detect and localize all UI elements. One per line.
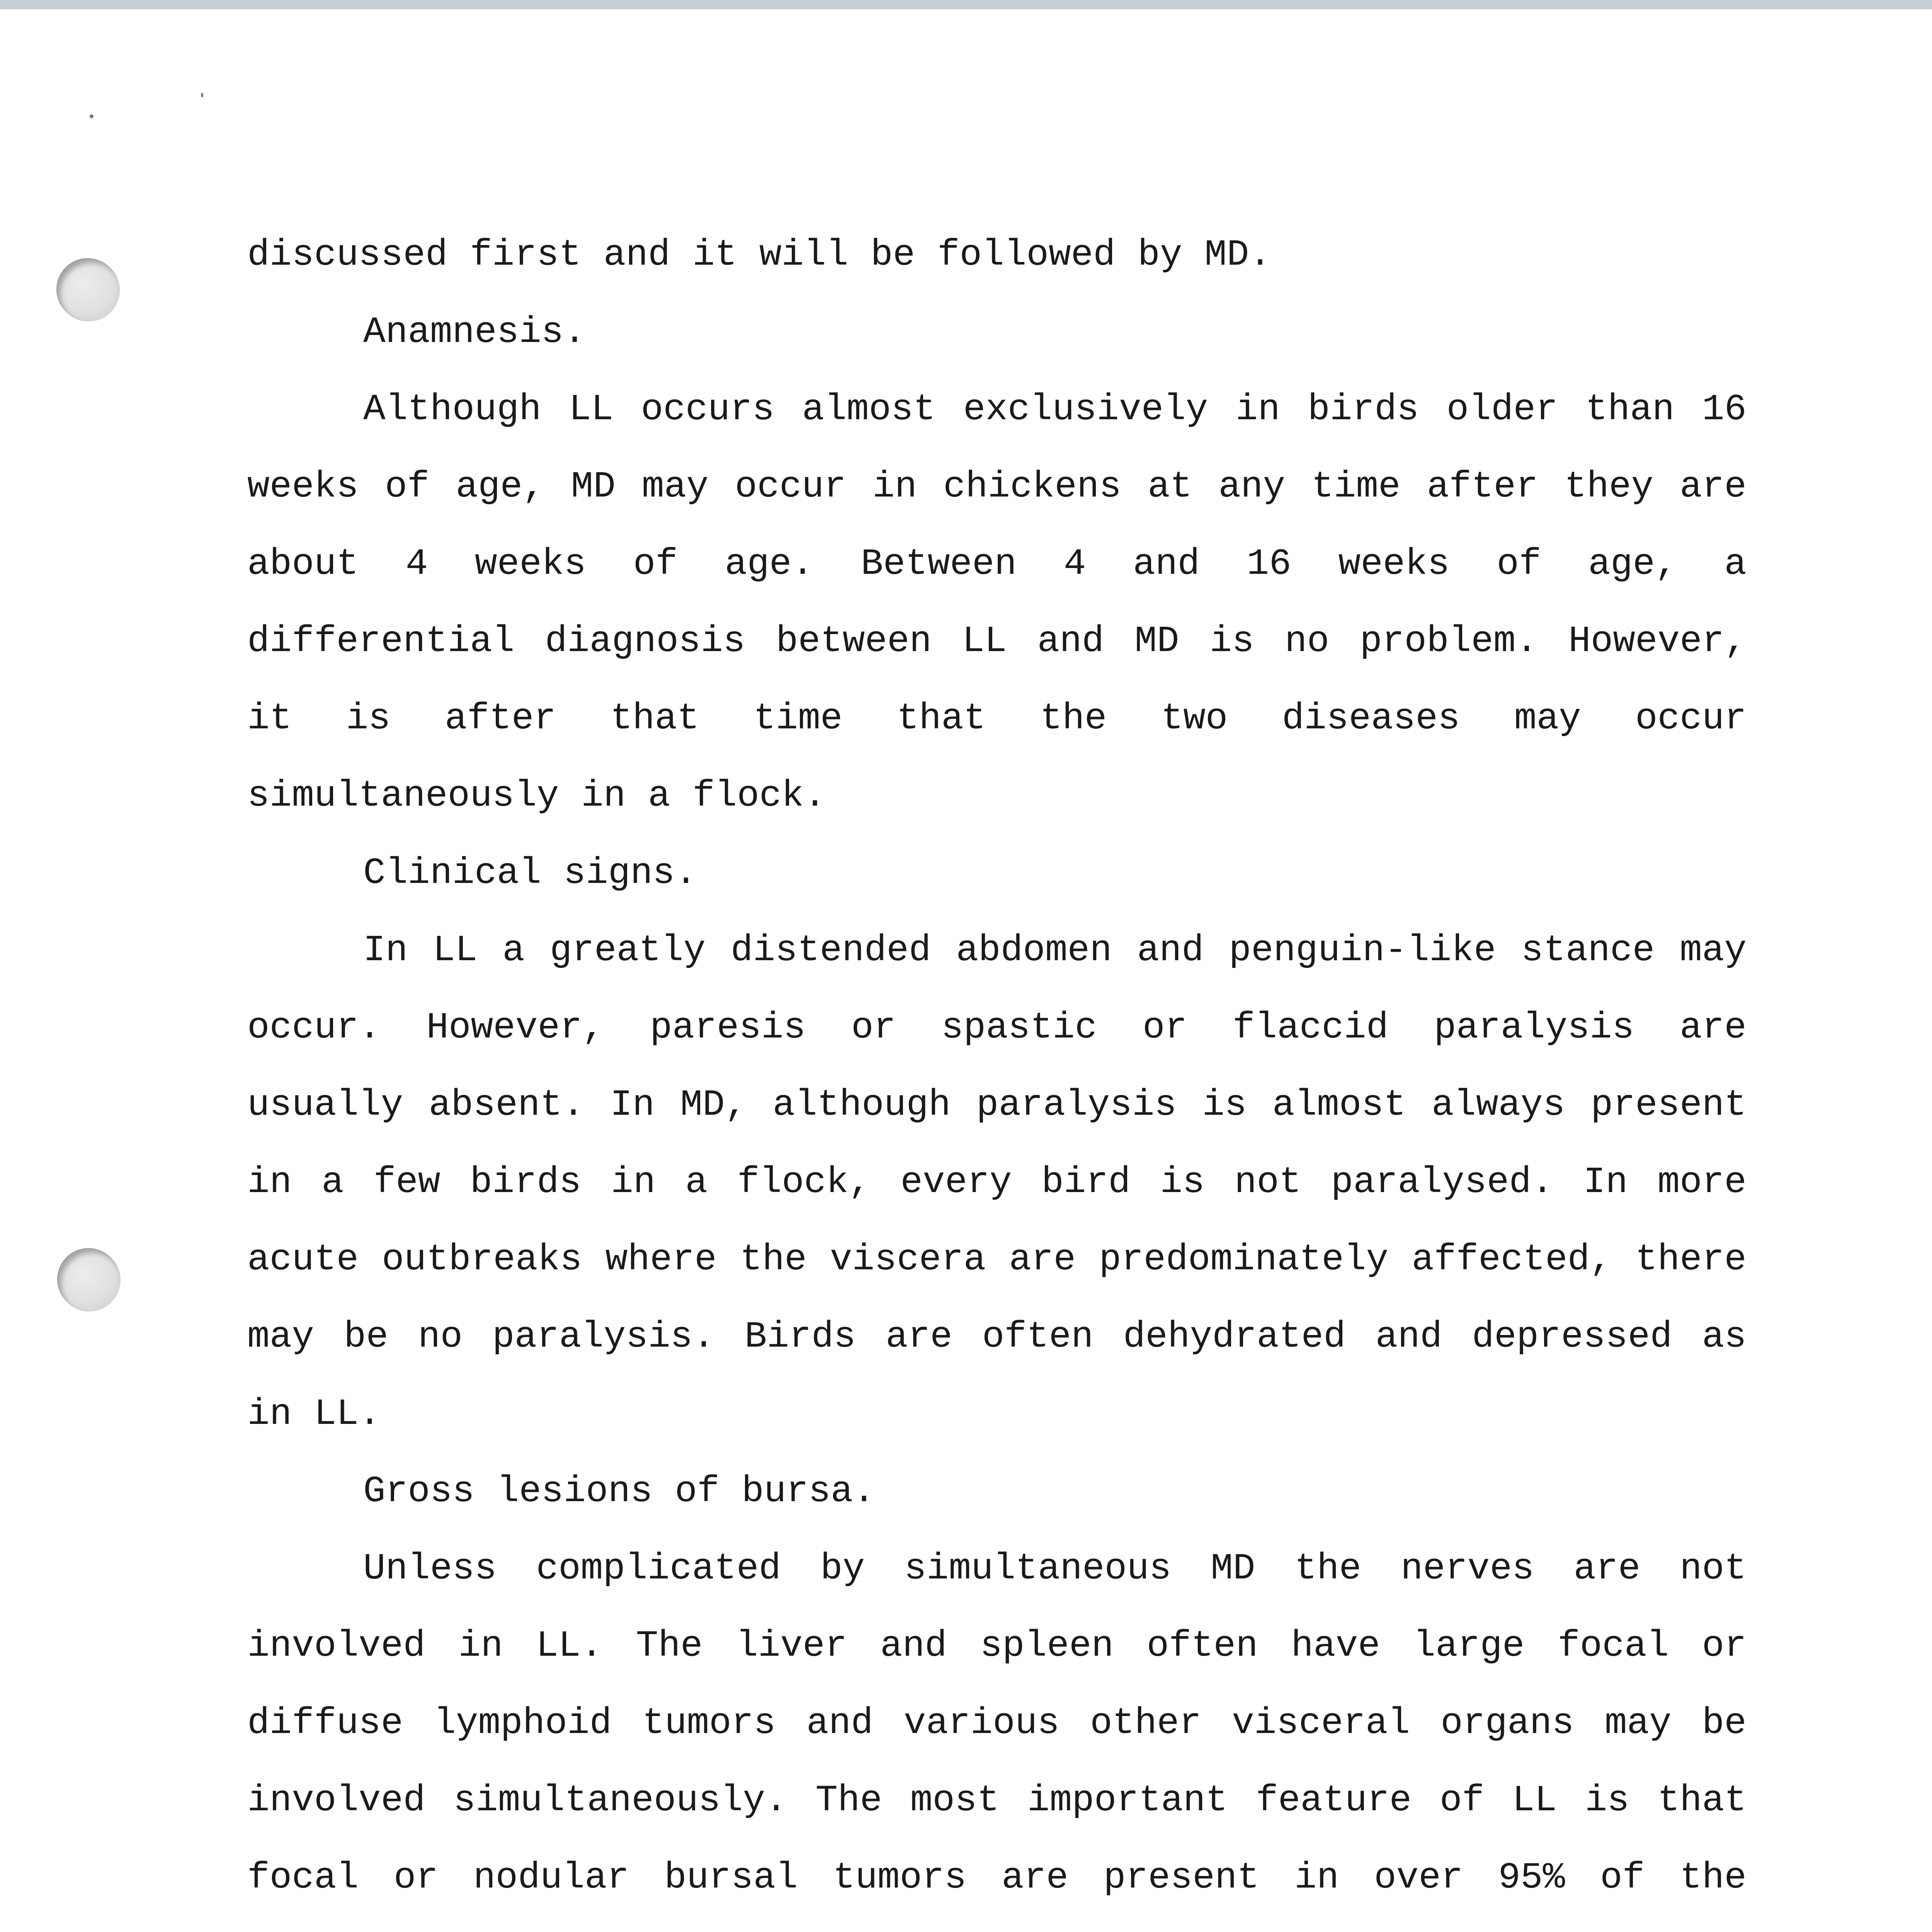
text-line: In LL a greatly distended abdomen and penguin-like stance may [363,929,1747,971]
text-line: Although LL occurs almost exclusively in birds older than 16 [363,388,1747,430]
text-line: may be no paralysis. Birds are often dehydrated and depressed as [247,1316,1747,1358]
section-heading-anamnesis: Anamnesis. [363,311,586,353]
scan-speck [201,93,203,97]
text-line: occur. However, paresis or spastic or flaccid paralysis are [247,1007,1747,1049]
text-line: in LL. [247,1393,381,1435]
text-line: in a few birds in a flock, every bird is not paralysed. In more [247,1161,1747,1203]
text-line: involved in LL. The liver and spleen often have large focal or [247,1625,1747,1667]
section-heading-gross-lesions: Gross lesions of bursa. [363,1470,876,1512]
section-heading-clinical-signs: Clinical signs. [363,852,697,894]
scan-speck [90,114,94,118]
text-line: weeks of age, MD may occur in chickens at any time after they are [247,466,1747,508]
text-line: involved simultaneously. The most important feature of LL is that [247,1779,1747,1821]
text-line: simultaneously in a flock. [247,775,826,817]
text-line: diffuse lymphoid tumors and various other visceral organs may be [247,1702,1747,1744]
text-line: usually absent. In MD, although paralysis is almost always present [247,1084,1747,1126]
text-line: it is after that time that the two diseases may occur [247,697,1747,740]
scan-edge-top [0,0,1932,9]
text-line: focal or nodular bursal tumors are present in over 95% of the [247,1857,1747,1899]
text-line: differential diagnosis between LL and MD is no problem. However, [247,620,1747,662]
binder-hole-middle [58,1249,121,1311]
text-line: Unless complicated by simultaneous MD the nerves are not [363,1548,1747,1590]
text-line: acute outbreaks where the viscera are predominately affected, there [247,1238,1747,1281]
binder-hole-top [57,259,120,321]
text-line: discussed first and it will be followed by MD. [247,234,1272,276]
text-line: about 4 weeks of age. Between 4 and 16 weeks of age, a [247,543,1747,585]
